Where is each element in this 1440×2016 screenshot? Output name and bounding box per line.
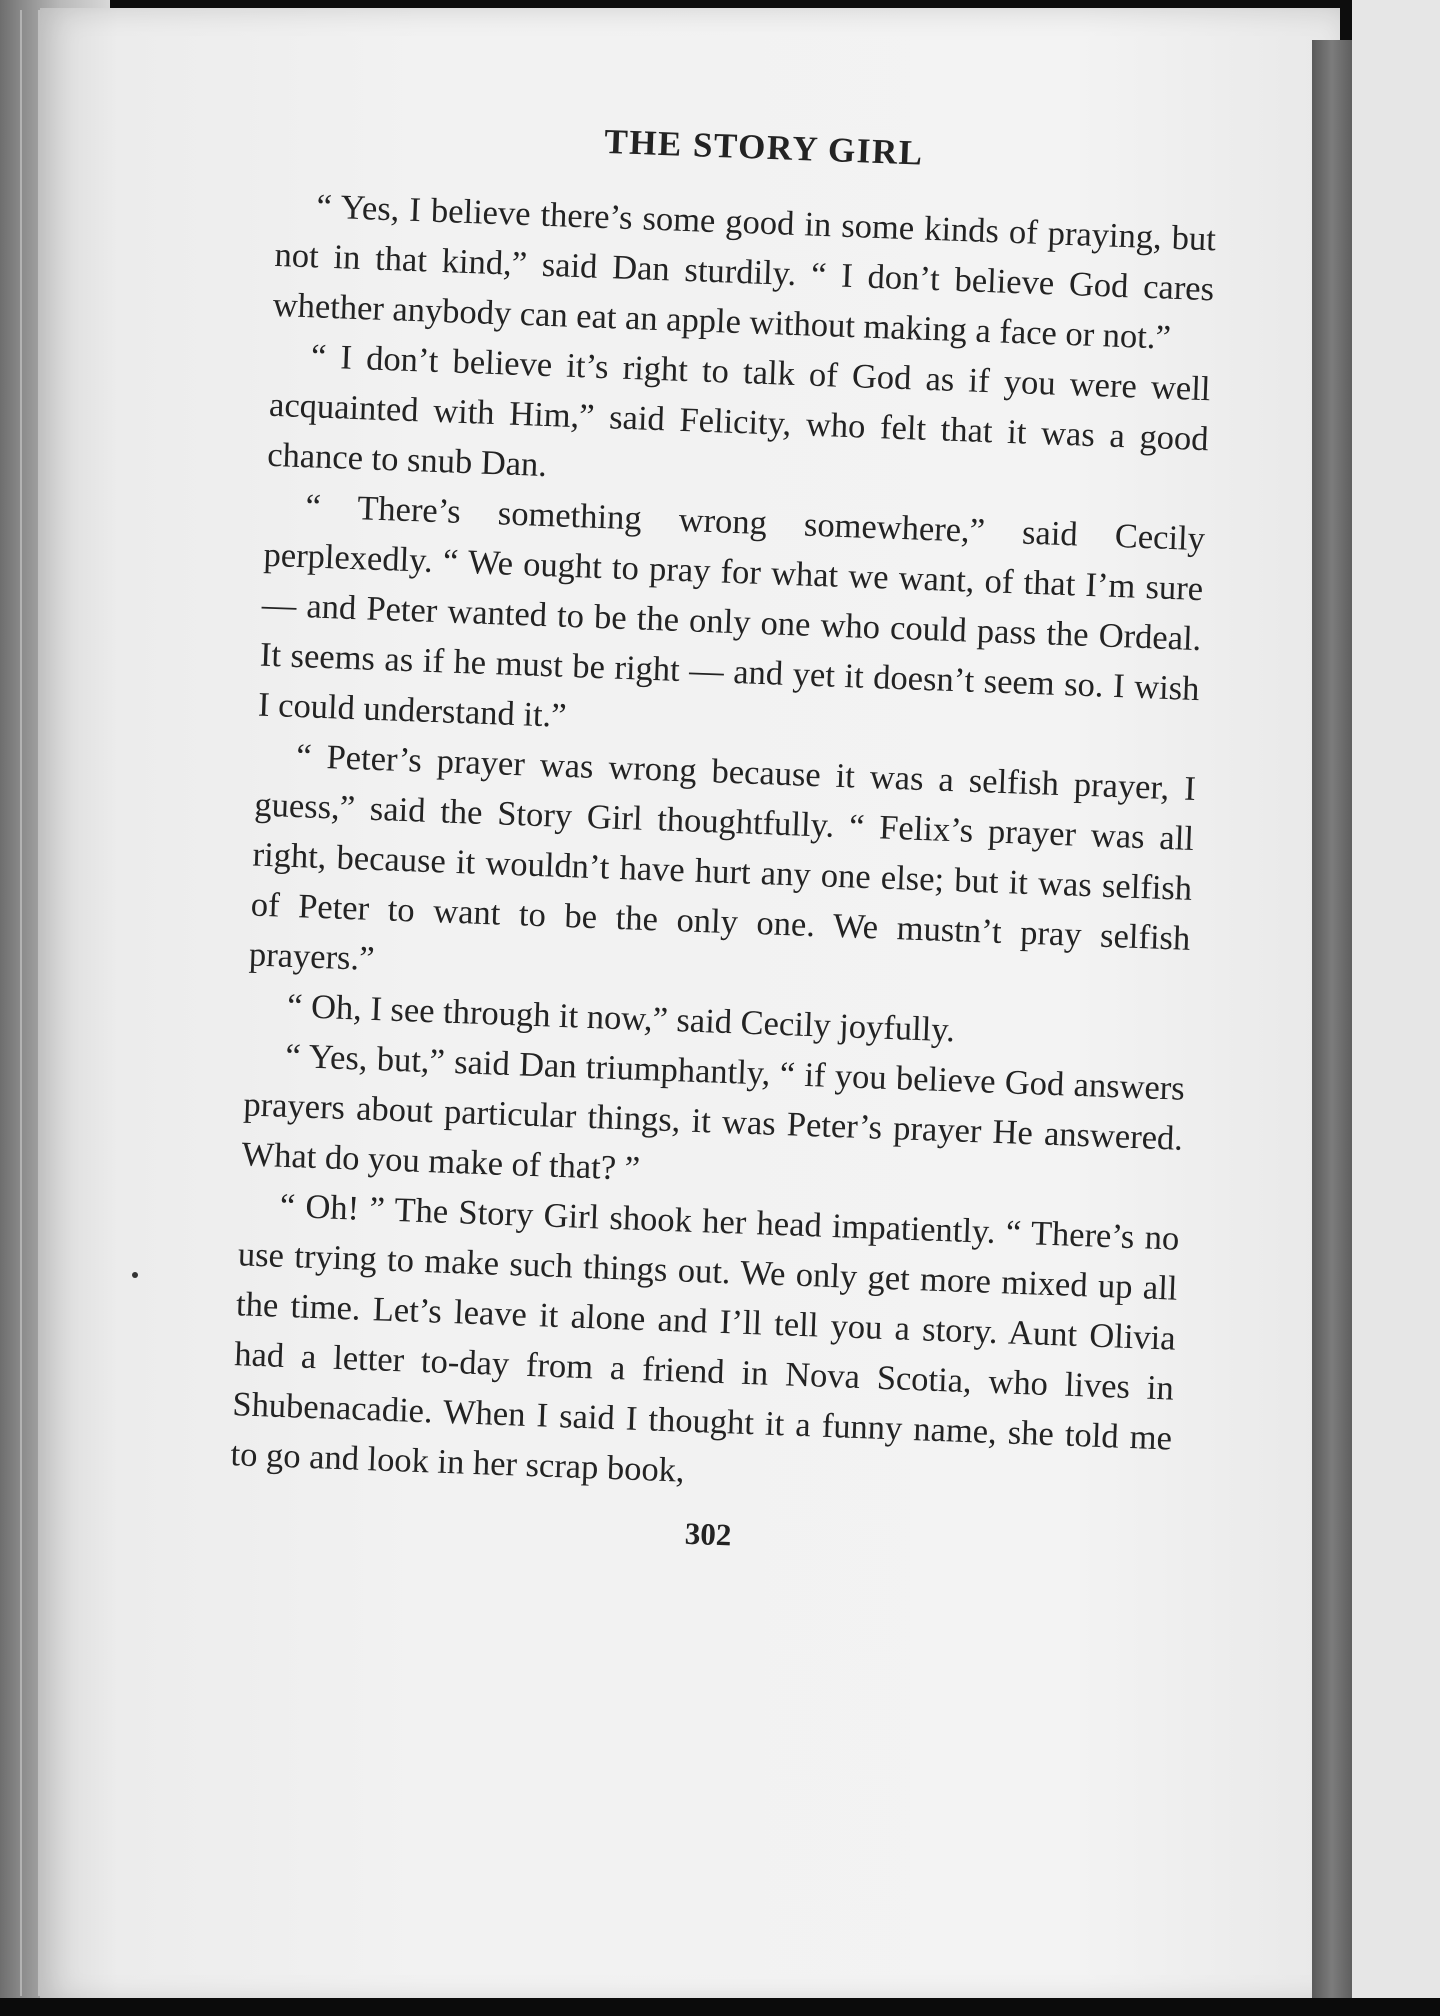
gutter-shadow [1312, 40, 1352, 2000]
paragraph: “ Peter’s prayer was wrong because it was a selfish prayer, I guess,” said the Story Girl thoughtfully. “ Felix’s prayer was all right, because it wouldn’t have hurt any one else; but it was selfish of Peter to want to be the only one. We mustn’t pray selfish prayers.” [248, 737, 1197, 979]
paragraph: “ Oh, I see through it now,” said Cecily joyfully. [286, 986, 956, 1050]
paragraph: “ Yes, but,” said Dan triumphantly, “ if you believe God answers prayers about particular things, it was Peter’s prayer He answered. What do you make of that? ” [241, 1036, 1186, 1188]
page-number: 302 [684, 1515, 732, 1553]
running-head: THE STORY GIRL [603, 121, 925, 173]
paragraph: “ Oh! ” The Story Girl shook her head impatiently. “ There’s no use trying to make such things out. We only get more mixed up all the time. Let’s leave it alone and I’ll tell you a story. Aunt Olivia had a letter to-day from a friend in Nova Scotia, who lives in Shubenacadie. When I said I thought it a funny name, she told me to go and look in her scrap book, [230, 1186, 1180, 1490]
ink-spot [132, 1272, 138, 1278]
paragraph: “ There’s something wrong somewhere,” said Cecily perplexedly. “ We ought to pray for what we want, of that I’m sure — and Peter wanted to be the only one who could pass the Ordeal. It seems as if he must be right — and yet it doesn’t seem so. I wish I could understand it.” [257, 487, 1206, 735]
scan-border [0, 1998, 1440, 2016]
paragraph: “ I don’t believe it’s right to talk of God as if you were well acquainted with Him,” said Felicity, who felt that it was a good chance to snub Dan. [266, 337, 1212, 485]
paragraph: “ Yes, I believe there’s some good in some kinds of praying, but not in that kind,” said Dan sturdily. “ I don’t believe God cares whether anybody can eat an apple without making a face or not.” [272, 187, 1217, 357]
page-text [228, 110, 1220, 1569]
page-edge-line [20, 10, 22, 1996]
facing-page-edge [1352, 0, 1440, 2016]
